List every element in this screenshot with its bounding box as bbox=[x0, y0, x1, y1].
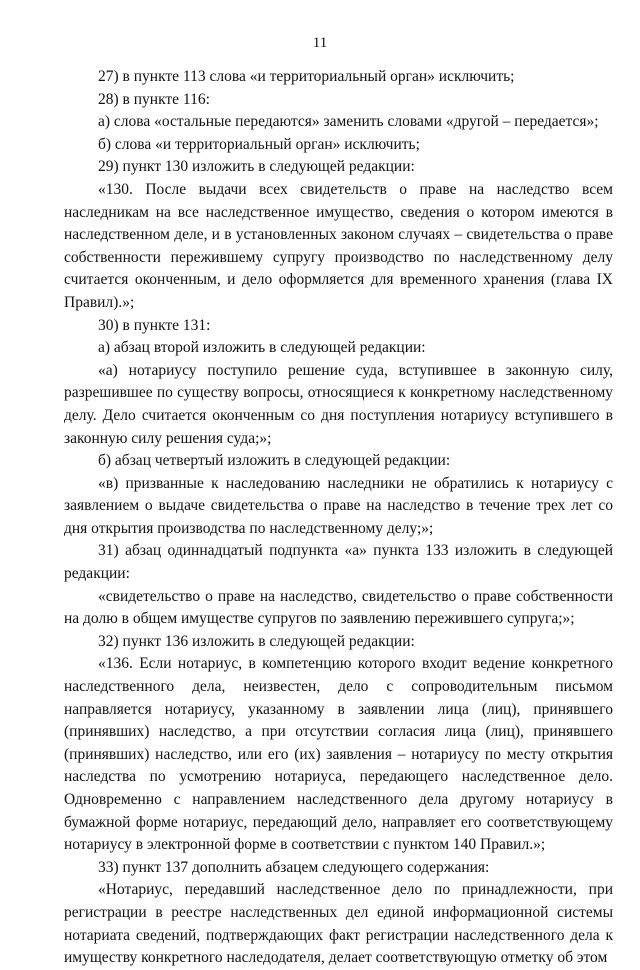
paragraph-quote-130: «130. После выдачи всех свидетельств о праве на наследство всем наследникам на все наследственное имущество, сведения о котором имеются в наследственном деле, и в установленных законом случаях – свидетельства о праве собственности пережившему супругу производство по наследственному делу считается оконченным, и дело оформляется для временного хранения (глава IX Правил).»; bbox=[64, 180, 613, 311]
paragraph-28a: а) слова «остальные передаются» заменить словами «другой – передается»; bbox=[98, 113, 599, 131]
paragraph-quote-136: «136. Если нотариус, в компетенцию которого входит ведение конкретного наследственного дела, неизвестен, дело с сопроводительным письмом направляется нотариусу, указанному в заявлении лица (лиц), принявшего (принявших) наследство, а при отсутствии согласия лица (лиц), принявшего (принявших) наследство, или его (их) заявления – нотариусу по месту открытия наследства по усмотрению нотариуса, передающего наследственное дело. Одновременно с направлением наследственного дела другому нотариусу в бумажной форме нотариус, передающий дело, направляет его соответствующему нотариусу в электронной форме в соответствии с пунктом 140 Правил.»; bbox=[64, 655, 613, 854]
paragraph-item-33: 33) пункт 137 дополнить абзацем следующего содержания: bbox=[98, 858, 490, 876]
paragraph-quote-33: «Нотариус, передавший наследственное дело по принадлежности, при регистрации в реестре наследственных дел единой информационной системы нотариата сведений, подтверждающих факт регистрации наследственного дела к имуществу конкретного наследодателя, делает соответствующую отметку об этом bbox=[64, 881, 613, 967]
page-number: 11 bbox=[312, 35, 328, 51]
paragraph-quote-31: «свидетельство о праве на наследство, свидетельство о праве собственности на долю в общем имуществе супругов по заявлению пережившего супруга;»; bbox=[64, 587, 613, 628]
paragraph-item-30: 30) в пункте 131: bbox=[98, 316, 211, 334]
paragraph-quote-30b: «в) призванные к наследованию наследники не обратились к нотариусу с заявлением о выдаче свидетельства о праве на наследство в течение трех лет со дня открытия производства по наследственному делу;»; bbox=[64, 474, 613, 537]
paragraph-item-28: 28) в пункте 116: bbox=[98, 90, 210, 108]
paragraph-item-29: 29) пункт 130 изложить в следующей редакции: bbox=[98, 158, 415, 176]
paragraph-item-27: 27) в пункте 113 слова «и территориальный орган» исключить; bbox=[98, 68, 515, 85]
paragraph-28b: б) слова «и территориальный орган» исключить; bbox=[98, 135, 420, 153]
paragraph-item-32: 32) пункт 136 изложить в следующей редакции: bbox=[98, 632, 415, 650]
paragraph-item-31: 31) абзац одиннадцатый подпункта «а» пункта 133 изложить в следующей редакции: bbox=[64, 542, 613, 583]
document-body bbox=[64, 66, 613, 970]
paragraph-quote-30a: «а) нотариусу поступило решение суда, вступившее в законную силу, разрешившее по существу вопросы, относящиеся к конкретному наследственному делу. Дело считается оконченным со дня поступления нотариусу вступившего в законную силу решения суда;»; bbox=[64, 361, 613, 447]
paragraph-30a: а) абзац второй изложить в следующей редакции: bbox=[98, 339, 426, 357]
paragraph-30b: б) абзац четвертый изложить в следующей редакции: bbox=[98, 452, 451, 470]
